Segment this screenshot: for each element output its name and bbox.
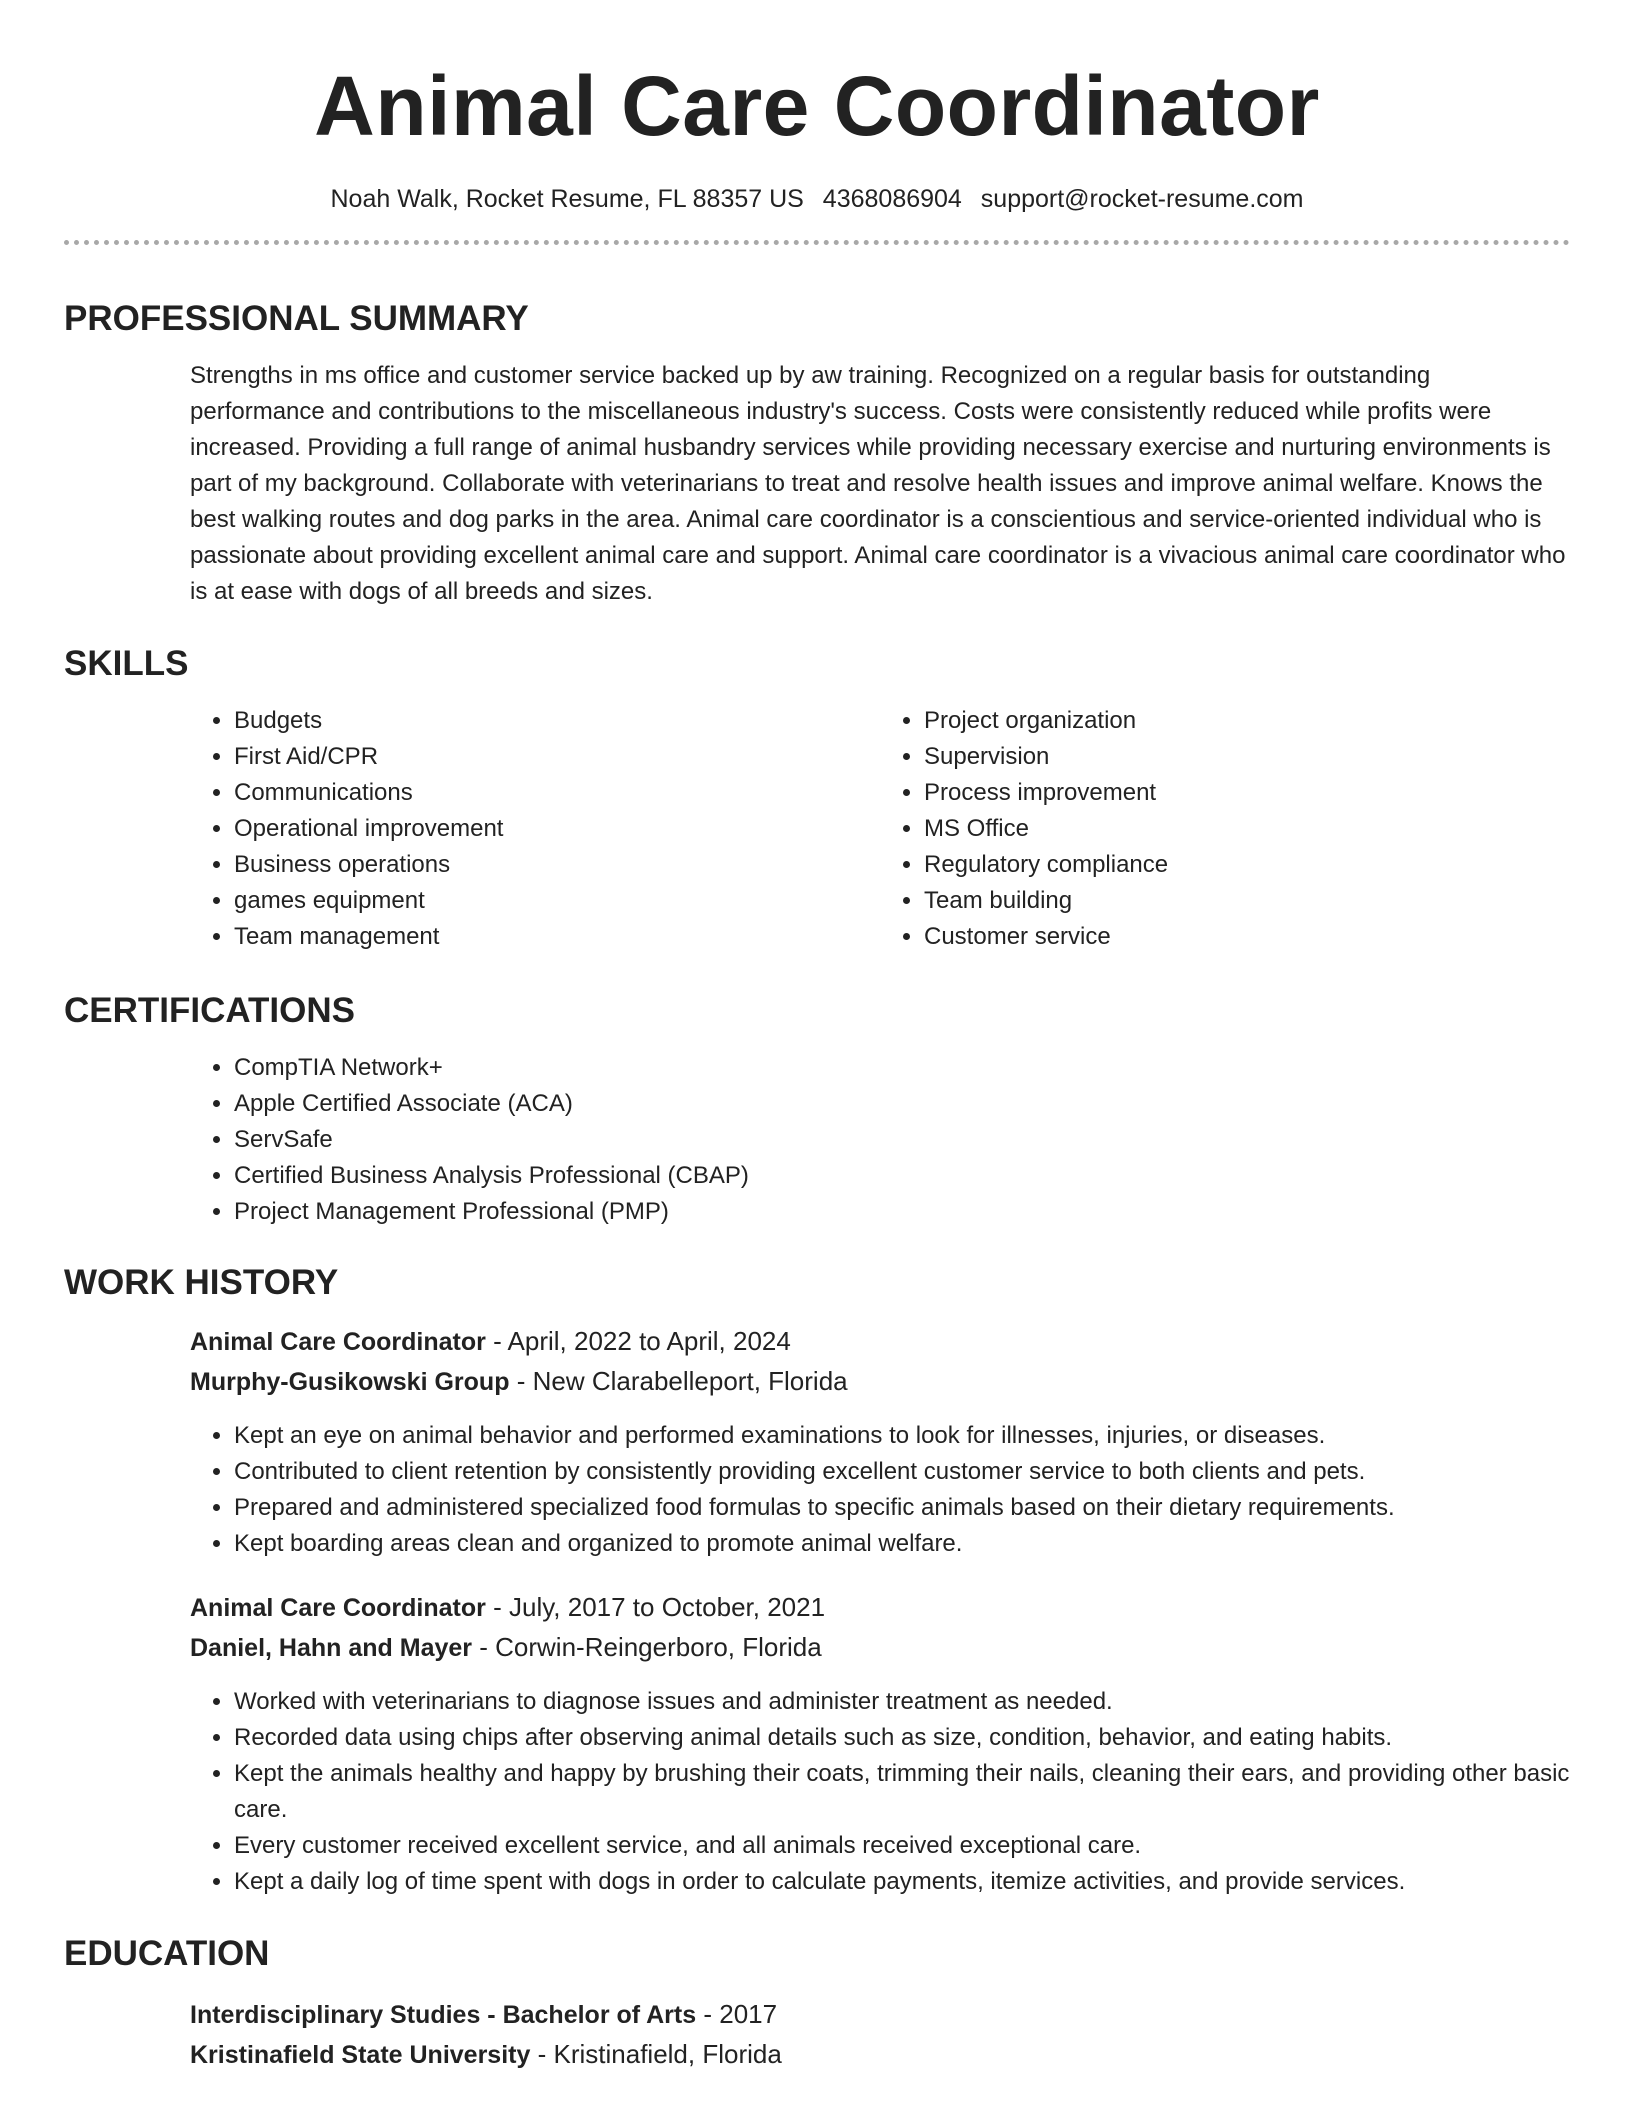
job-bullet: • Kept the animals healthy and happy by brushing their coats, trimming their nails, cleaning their ears, and providing other basic care. [234, 1756, 1570, 1828]
job-title: Animal Care Coordinator [190, 1594, 486, 1622]
summary-heading: PROFESSIONAL SUMMARY [64, 299, 529, 338]
certifications-list [190, 1050, 1570, 1230]
job-dates: - July, 2017 to October, 2021 [485, 1592, 826, 1622]
education-degree: Interdisciplinary Studies - Bachelor of Arts [190, 2001, 697, 2029]
job-bullet: • Prepared and administered specialized food formulas to specific animals based on their dietary requirements. [234, 1490, 1570, 1526]
certification-item: • ServSafe [234, 1122, 1570, 1158]
skill-item: • Team management [234, 919, 880, 955]
skill-item: • Regulatory compliance [924, 847, 1570, 883]
contact-line [64, 182, 1570, 216]
education-heading: EDUCATION [64, 1934, 270, 1973]
job-entry [190, 1588, 1570, 1900]
job-bullets [190, 1418, 1570, 1562]
job-title-line [190, 1588, 1570, 1628]
skills-list-left [190, 703, 880, 955]
education-school: Kristinafield State University [190, 2041, 531, 2069]
education-location: - Kristinafield, Florida [530, 2039, 782, 2069]
job-bullet: • Every customer received excellent service, and all animals received exceptional care. [234, 1828, 1570, 1864]
header-divider [64, 240, 1570, 245]
skill-item: • Operational improvement [234, 811, 880, 847]
job-title-line [190, 1322, 1570, 1362]
skill-item: • Project organization [924, 703, 1570, 739]
job-bullet: • Kept a daily log of time spent with dogs in order to calculate payments, itemize activities, and provide services. [234, 1864, 1570, 1900]
skills-section [64, 643, 1570, 955]
skill-item: • Business operations [234, 847, 880, 883]
education-degree-line [190, 1995, 1570, 2035]
skill-item: • Customer service [924, 919, 1570, 955]
resume-title: Animal Care Coordinator [314, 59, 1320, 153]
resume-header [64, 0, 1570, 245]
job-bullet: • Kept an eye on animal behavior and performed examinations to look for illnesses, injuries, or diseases. [234, 1418, 1570, 1454]
job-entry [190, 1322, 1570, 1562]
summary-section [64, 298, 1570, 610]
certifications-heading: CERTIFICATIONS [64, 991, 356, 1030]
job-bullet: • Kept boarding areas clean and organized to promote animal welfare. [234, 1526, 1570, 1562]
job-company: Murphy-Gusikowski Group [190, 1368, 510, 1396]
job-company: Daniel, Hahn and Mayer [190, 1634, 473, 1662]
job-title: Animal Care Coordinator [190, 1328, 486, 1356]
job-bullet: • Worked with veterinarians to diagnose issues and administer treatment as needed. [234, 1684, 1570, 1720]
skills-list-right [880, 703, 1570, 955]
skills-heading: SKILLS [64, 644, 189, 683]
job-location: - Corwin-Reingerboro, Florida [472, 1632, 822, 1662]
certifications-section [64, 990, 1570, 1230]
skill-item: • First Aid/CPR [234, 739, 880, 775]
skill-item: • games equipment [234, 883, 880, 919]
job-company-line [190, 1362, 1570, 1402]
job-bullet: • Recorded data using chips after observing animal details such as size, condition, behavior, and eating habits. [234, 1720, 1570, 1756]
certification-item: • CompTIA Network+ [234, 1050, 1570, 1086]
skill-item: • Communications [234, 775, 880, 811]
work-heading: WORK HISTORY [64, 1263, 339, 1302]
contact-email: support@rocket-resume.com [980, 185, 1304, 213]
job-dates: - April, 2022 to April, 2024 [485, 1326, 791, 1356]
contact-phone: 4368086904 [822, 185, 962, 213]
job-bullet: • Contributed to client retention by consistently providing excellent customer service to both clients and pets. [234, 1454, 1570, 1490]
job-location: - New Clarabelleport, Florida [509, 1366, 848, 1396]
education-school-line [190, 2035, 1570, 2075]
skill-item: • Supervision [924, 739, 1570, 775]
certification-item: • Apple Certified Associate (ACA) [234, 1086, 1570, 1122]
contact-address: Noah Walk, Rocket Resume, FL 88357 US [330, 185, 804, 213]
job-bullets [190, 1684, 1570, 1900]
certification-item: • Project Management Professional (PMP) [234, 1194, 1570, 1230]
skill-item: • Budgets [234, 703, 880, 739]
summary-text: Strengths in ms office and customer service backed up by aw training. Recognized on a regular basis for outstanding performance and contributions to the miscellaneous industry's success. Costs were consistently reduced while profits were increased. Providing a full range of animal husbandry services while providing necessary exercise and nurturing environments is part of my background. Collaborate with veterinarians to treat and resolve health issues and improve animal welfare. Knows the best walking routes and dog parks in the area. Animal care coordinator is a conscientious and service-oriented individual who is passionate about providing excellent animal care and support. Animal care coordinator is a vivacious animal care coordinator who is at ease with dogs of all breeds and sizes. [190, 362, 1566, 605]
education-year: - 2017 [696, 1999, 778, 2029]
job-company-line [190, 1628, 1570, 1668]
work-history-section [64, 1262, 1570, 1900]
education-section [64, 1933, 1570, 2075]
skill-item: • Team building [924, 883, 1570, 919]
skill-item: • Process improvement [924, 775, 1570, 811]
skill-item: • MS Office [924, 811, 1570, 847]
certification-item: • Certified Business Analysis Professional (CBAP) [234, 1158, 1570, 1194]
